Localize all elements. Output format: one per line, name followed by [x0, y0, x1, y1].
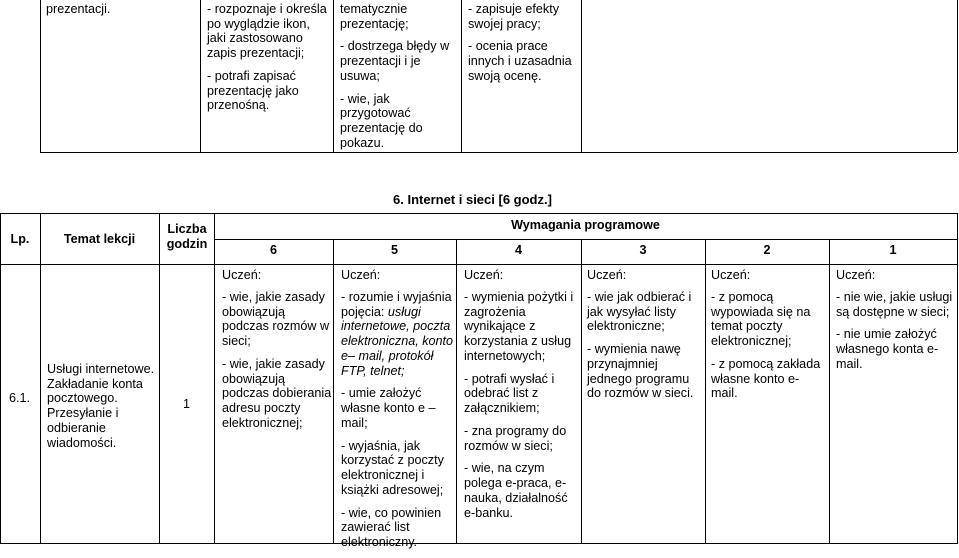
top-table-line: [581, 0, 582, 152]
uczen-label: Uczeń:: [711, 268, 751, 282]
text-line: - nie umie założyć własnego konta e-mail.: [836, 327, 939, 371]
text-line: - ocenia prace innych i uzasadnia swoją ocenę.: [468, 39, 572, 83]
uczen-label: Uczeń:: [587, 268, 627, 282]
text-line: - rozpoznaje i określa po wyglądzie ikon, jaki zastosowano zapis prezentacji;: [207, 2, 327, 61]
top-cell-col1: [207, 2, 329, 121]
text-line: - wyjaśnia, jak korzystać z poczty elektronicznej i książki adresowej;: [341, 438, 444, 497]
top-table-line: [333, 0, 334, 152]
top-table-line: [957, 0, 958, 152]
text-line: - wie jak odbierać i jak wysyłać listy elektroniczne;: [587, 290, 692, 334]
text-line: - zapisuje efekty swojej pracy;: [468, 2, 559, 31]
top-cell-col3: [468, 2, 578, 92]
text-line: - nie wie, jakie usługi są dostępne w sieci;: [836, 290, 953, 319]
text-line: - wie, jak przygotować prezentację do pokazu.: [340, 91, 423, 150]
text-line: [341, 290, 454, 378]
grade-label: 4: [514, 243, 522, 257]
grade-5-requirements: [341, 290, 454, 558]
header-lp: Lp.: [10, 232, 30, 246]
table-line: [0, 264, 958, 265]
grade-1-requirements: [836, 290, 954, 380]
grade-label: 2: [763, 243, 771, 257]
table-line: [957, 213, 958, 544]
table-line: [40, 213, 41, 544]
grade-label: 5: [390, 243, 398, 257]
top-table-line: [40, 0, 41, 152]
table-line: [581, 239, 582, 544]
grade-3-requirements: [587, 290, 701, 409]
text-line: - dostrzega błędy w prezentacji i je usuwa;: [340, 39, 450, 83]
top-cell-col2: [340, 2, 458, 159]
text-line: - wie, jakie zasady obowiązują podczas dobierania adresu poczty elektronicznej;: [222, 356, 332, 430]
uczen-label: Uczeń:: [341, 268, 381, 282]
table-line: [159, 213, 160, 544]
text-line: - wymienia pożytki i zagrożenia wynikające z korzystania z usług internetowych;: [464, 290, 574, 363]
table-line: [829, 239, 830, 544]
uczen-label: Uczeń:: [464, 268, 504, 282]
grade-label: 6: [269, 243, 277, 257]
text-line: - wie, na czym polega e-praca, e-nauka, działalność e-banku.: [464, 461, 568, 520]
top-table-line: [40, 152, 957, 153]
text-line: - wie, jakie zasady obowiązują podczas rozmów w sieci;: [222, 290, 330, 349]
text-line: - umie założyć własne konto e – mail;: [341, 386, 436, 430]
text-line: - potrafi wysłać i odebrać list z załącznikiem;: [464, 371, 555, 416]
text-line: - potrafi zapisać prezentację jako przenośną.: [207, 68, 299, 113]
text-line: prezentacji.: [46, 2, 111, 16]
grade-label: 1: [889, 243, 897, 257]
grade-4-requirements: [464, 290, 578, 528]
section-title: 6. Internet i sieci [6 godz.]: [393, 192, 552, 207]
table-line: [214, 213, 215, 544]
grade-label: 3: [639, 243, 647, 257]
uczen-label: Uczeń:: [836, 268, 876, 282]
top-cell-col0: [46, 2, 196, 25]
header-temat: Temat lekcji: [63, 232, 136, 246]
text-line: - z pomocą wypowiada się na temat poczty elektronicznej;: [711, 290, 811, 349]
text-line: - zna programy do rozmów w sieci;: [464, 423, 567, 453]
table-line: [0, 213, 958, 214]
table-line: [333, 239, 334, 544]
row-godziny: 1: [182, 397, 190, 411]
uczen-label: Uczeń:: [222, 268, 262, 282]
text-line: tematycznie prezentację;: [340, 2, 409, 31]
table-line: [214, 239, 958, 240]
table-line: [456, 239, 457, 544]
header-liczba: Liczba godzin: [166, 222, 208, 251]
table-line: [705, 239, 706, 544]
terms-italic: usługi internetowe, poczta elektroniczna, konto e– mail, protokół FTP, telnet;: [341, 304, 454, 378]
text-line: - wymienia nawę przynajmniej jednego programu do rozmów w sieci.: [587, 342, 694, 401]
text-line: - z pomocą zakłada własne konto e-mail.: [711, 356, 821, 401]
row-lp: 6.1.: [9, 391, 31, 405]
table-line: [0, 213, 1, 544]
grade-6-requirements: [222, 290, 332, 439]
text-line: - wie, co powinien zawierać list elektroniczny.: [341, 505, 442, 550]
table-line: [0, 543, 958, 544]
grade-2-requirements: [711, 290, 825, 409]
top-table-line: [461, 0, 462, 152]
row-temat: Usługi internetowe. Zakładanie konta pocztowego. Przesyłanie i odbieranie wiadomości.: [47, 362, 155, 450]
header-wymagania: Wymagania programowe: [511, 218, 660, 232]
top-table-line: [200, 0, 201, 152]
text-span: - rozumie i wyjaśnia pojęcia:: [341, 290, 452, 319]
